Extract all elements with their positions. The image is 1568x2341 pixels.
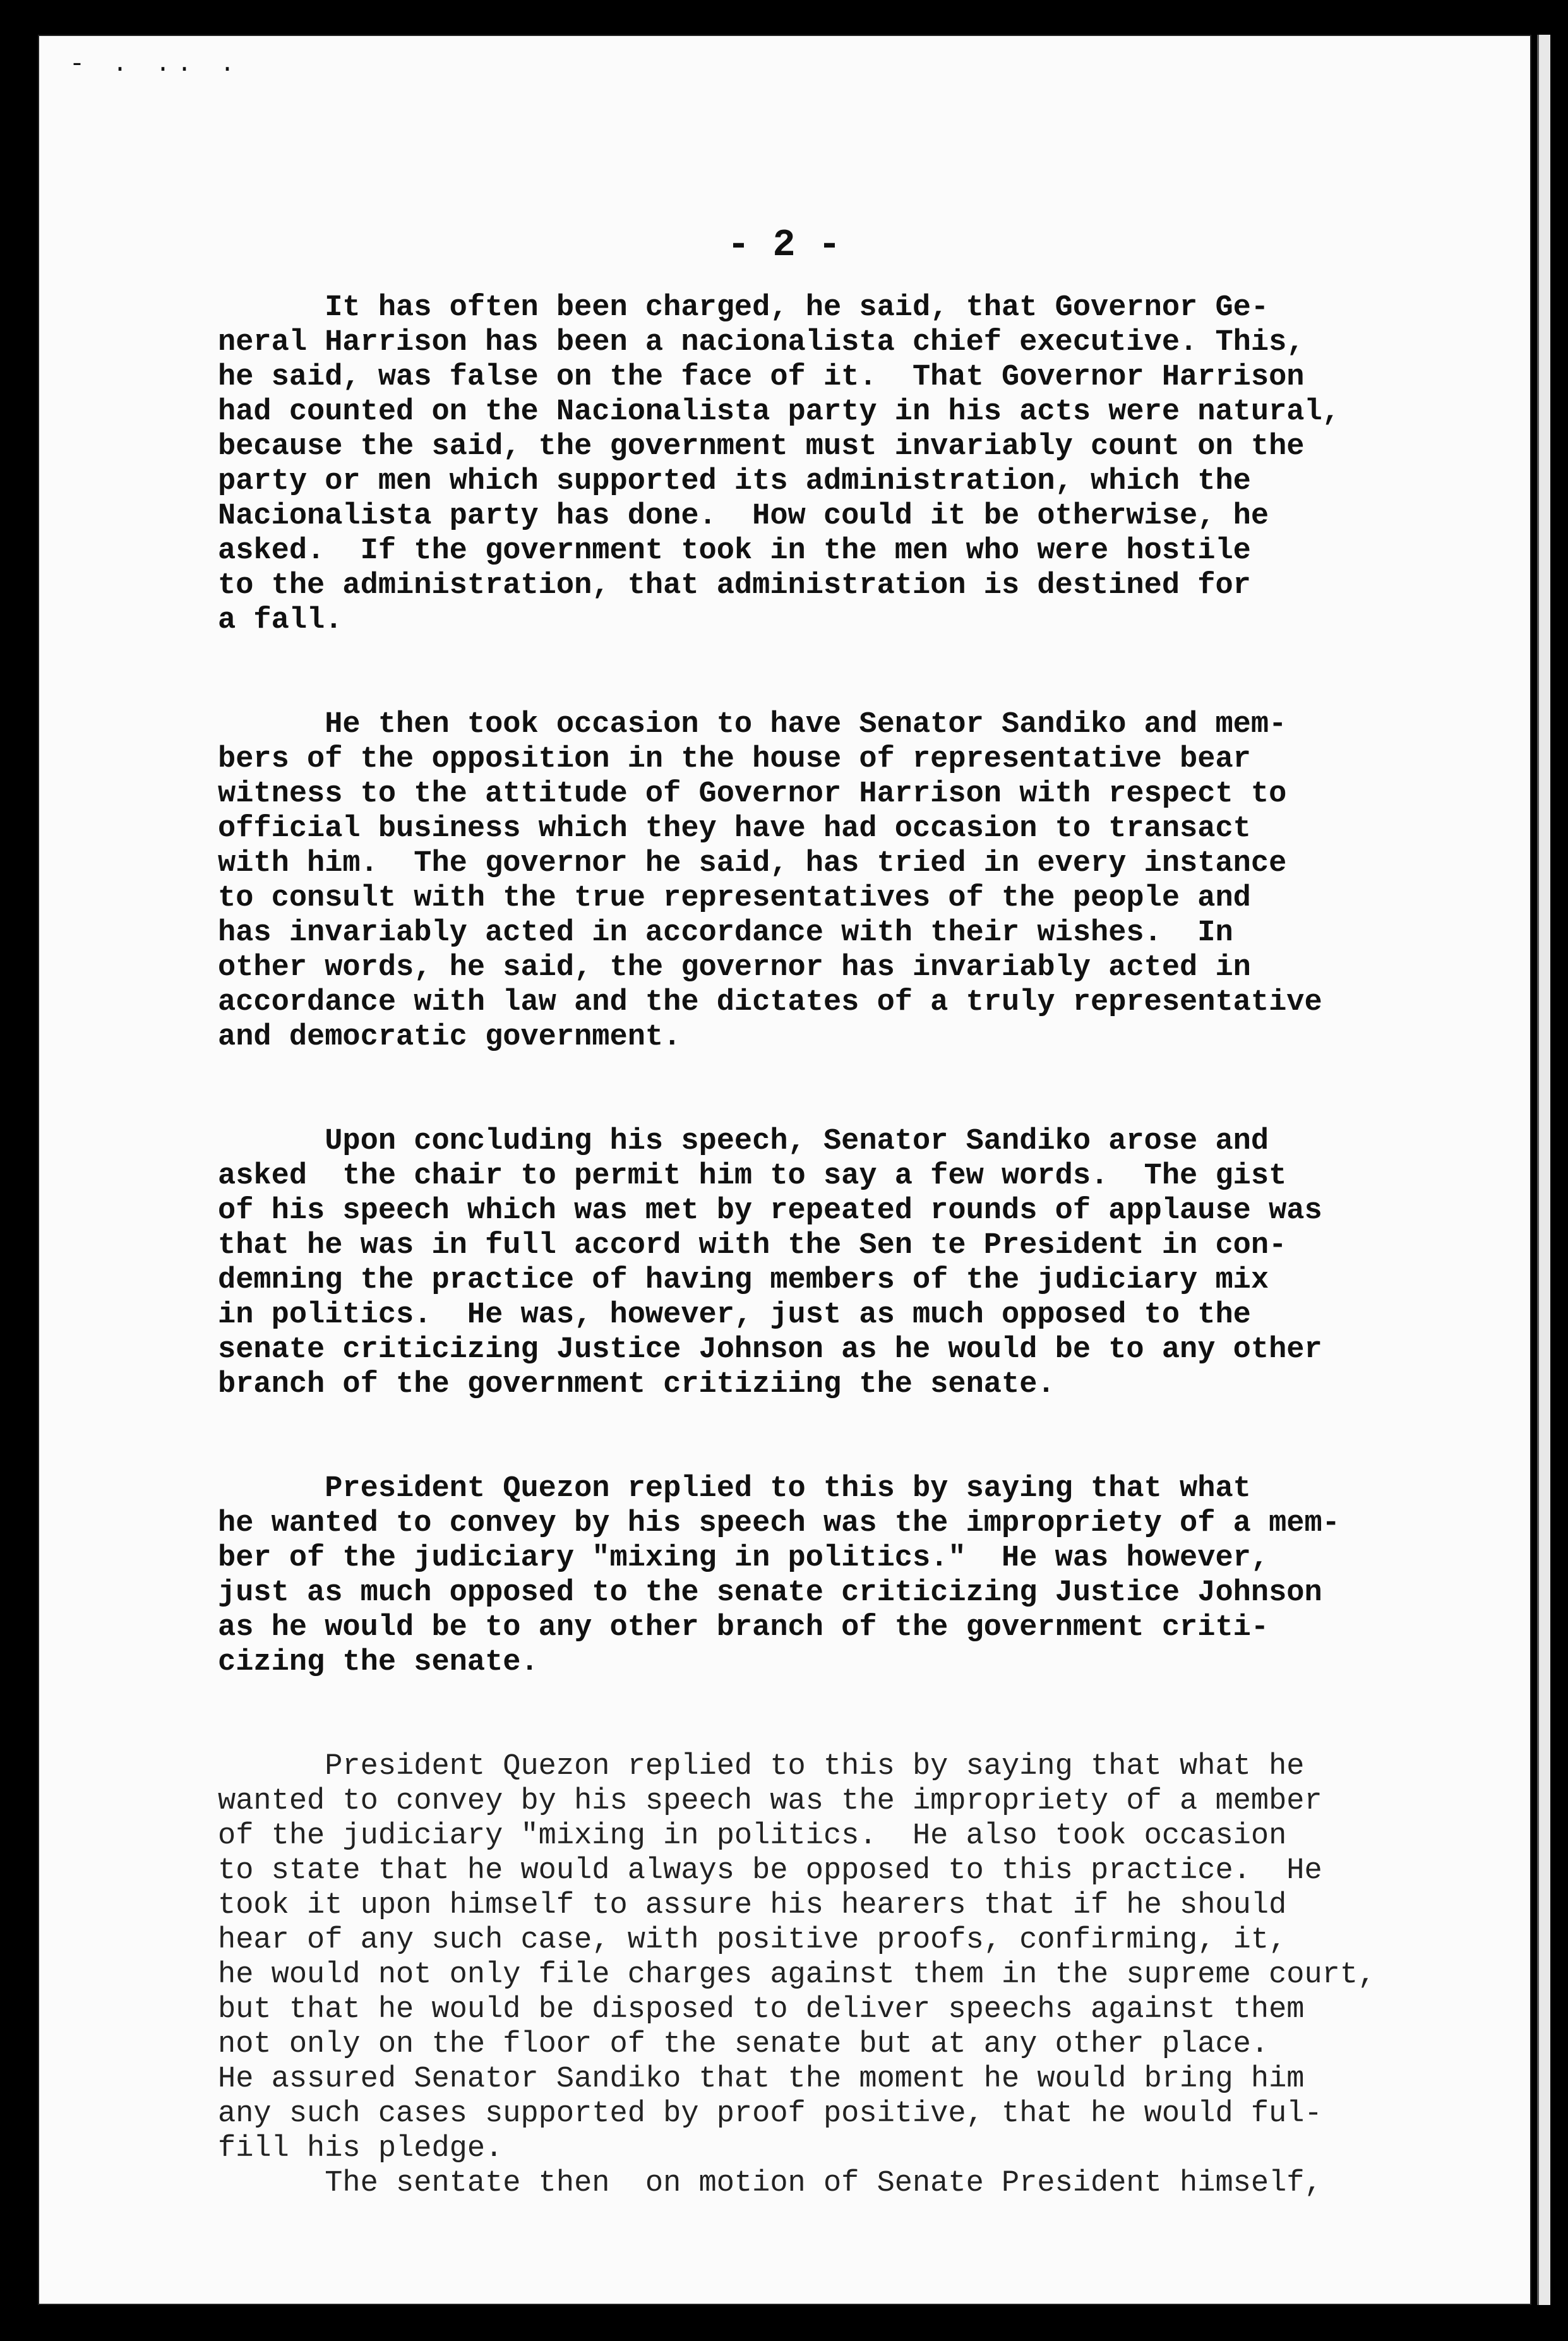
text-line: branch of the government critiziing the senate. bbox=[218, 1368, 1055, 1401]
text-line: asked the chair to permit him to say a few words. The gist bbox=[218, 1159, 1287, 1193]
text-line: Upon concluding his speech, Senator Sandiko arose and bbox=[218, 1125, 1269, 1158]
page-edge-strip bbox=[1537, 35, 1550, 2305]
text-line: President Quezon replied to this by saying that what he bbox=[218, 1750, 1305, 1783]
text-line: other words, he said, the governor has invariably acted in bbox=[218, 951, 1251, 985]
text-line: as he would be to any other branch of the government criti- bbox=[218, 1611, 1269, 1644]
text-line: party or men which supported its administration, which the bbox=[218, 465, 1251, 498]
paragraph-5 bbox=[218, 1749, 1456, 2201]
text-line: has invariably acted in accordance with their wishes. In bbox=[218, 916, 1233, 950]
text-line: wanted to convey by his speech was the impropriety of a member bbox=[218, 1785, 1322, 1818]
text-line: of his speech which was met by repeated rounds of applause was bbox=[218, 1194, 1322, 1228]
text-line: The sentate then on motion of Senate President himself, bbox=[218, 2167, 1322, 2200]
text-line: He then took occasion to have Senator Sandiko and mem- bbox=[218, 708, 1287, 741]
text-line: senate criticizing Justice Johnson as he would be to any other bbox=[218, 1333, 1322, 1367]
text-line: Nacionalista party has done. How could it be otherwise, he bbox=[218, 500, 1269, 533]
corner-marks: - . .. . bbox=[69, 51, 242, 79]
paragraph-3 bbox=[218, 1124, 1456, 1402]
paragraph-1 bbox=[218, 290, 1456, 638]
text-line: had counted on the Nacionalista party in his acts were natural, bbox=[218, 395, 1340, 429]
text-line: but that he would be disposed to deliver speechs against them bbox=[218, 1993, 1305, 2027]
text-line: took it upon himself to assure his hearers that if he should bbox=[218, 1889, 1287, 1922]
text-line: he wanted to convey by his speech was the impropriety of a mem- bbox=[218, 1507, 1340, 1540]
text-line: that he was in full accord with the Sen te President in con- bbox=[218, 1229, 1287, 1262]
text-line: of the judiciary "mixing in politics. He also took occasion bbox=[218, 1819, 1287, 1853]
page-number: - 2 - bbox=[727, 224, 841, 267]
text-line: to the administration, that administration is destined for bbox=[218, 569, 1251, 602]
text-line: ber of the judiciary "mixing in politics." He was however, bbox=[218, 1542, 1269, 1575]
text-line: because the said, the government must invariably count on the bbox=[218, 430, 1305, 464]
text-line: fill his pledge. bbox=[218, 2132, 503, 2165]
text-line: not only on the floor of the senate but at any other place. bbox=[218, 2028, 1269, 2061]
text-line: any such cases supported by proof positive, that he would ful- bbox=[218, 2097, 1322, 2131]
text-line: a fall. bbox=[218, 604, 343, 637]
text-line: official business which they have had occasion to transact bbox=[218, 812, 1251, 846]
text-line: President Quezon replied to this by saying that what bbox=[218, 1472, 1251, 1506]
text-line: to state that he would always be opposed to this practice. He bbox=[218, 1854, 1322, 1888]
text-line: cizing the senate. bbox=[218, 1646, 539, 1679]
text-line: just as much opposed to the senate criticizing Justice Johnson bbox=[218, 1576, 1322, 1610]
text-line: It has often been charged, he said, that Governor Ge- bbox=[218, 291, 1269, 325]
text-line: accordance with law and the dictates of a truly representative bbox=[218, 986, 1322, 1019]
text-line: demning the practice of having members of the judiciary mix bbox=[218, 1264, 1269, 1297]
paragraph-2 bbox=[218, 707, 1456, 1055]
text-line: to consult with the true representatives of the people and bbox=[218, 882, 1251, 915]
document-body bbox=[218, 290, 1456, 2201]
text-line: hear of any such case, with positive proofs, confirming, it, bbox=[218, 1924, 1287, 1957]
text-line: with him. The governor he said, has tried in every instance bbox=[218, 847, 1287, 880]
text-line: he said, was false on the face of it. That Governor Harrison bbox=[218, 361, 1305, 394]
text-line: asked. If the government took in the men who were hostile bbox=[218, 534, 1251, 568]
paragraph-4 bbox=[218, 1471, 1456, 1680]
text-line: he would not only file charges against them in the supreme court, bbox=[218, 1958, 1376, 1992]
text-line: witness to the attitude of Governor Harrison with respect to bbox=[218, 777, 1287, 811]
text-line: neral Harrison has been a nacionalista chief executive. This, bbox=[218, 326, 1305, 359]
text-line: bers of the opposition in the house of representative bear bbox=[218, 743, 1251, 776]
text-line: in politics. He was, however, just as much opposed to the bbox=[218, 1298, 1251, 1332]
text-line: He assured Senator Sandiko that the moment he would bring him bbox=[218, 2063, 1305, 2096]
text-line: and democratic government. bbox=[218, 1021, 681, 1054]
